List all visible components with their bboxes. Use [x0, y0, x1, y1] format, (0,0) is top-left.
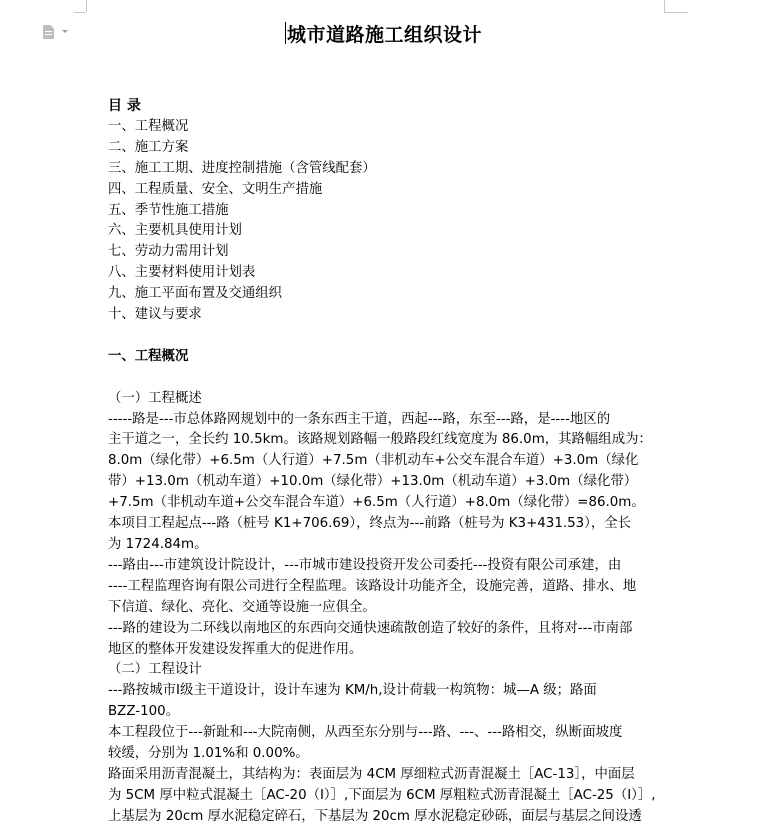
body-line: BZZ-100。	[108, 704, 180, 720]
body-line: 地区的整体开发建设发挥重大的促进作用。	[108, 641, 363, 657]
body-line: 8.0m（绿化带）+6.5m（人行道）+7.5m（非机动车+公交车混合车道）+3.0m（绿化	[108, 453, 639, 469]
toc-item: 十、建议与要求	[108, 307, 202, 323]
body-line: ---路按城市Ⅰ级主干道设计，设计车速为 KM/h,设计荷载一构筑物：城—A 级；路面	[108, 683, 597, 699]
toc-item: 三、施工工期、进度控制措施（含管线配套）	[108, 160, 376, 176]
body-line: -----路是---市总体路网规划中的一条东西主干道，西起---路，东至---路，是----地区的	[108, 411, 611, 427]
document-title: 城市道路施工组织设计	[287, 24, 483, 46]
body-line: ---路由---市建筑设计院设计，---市城市建设投资开发公司委托---投资有限公司承建，由	[108, 557, 622, 573]
subsection-heading: （二）工程设计	[108, 662, 202, 678]
chevron-down-icon[interactable]	[62, 30, 68, 33]
body-line: 较缓，分别为 1.01%和 0.00%。	[108, 746, 309, 762]
body-line: 上基层为 20cm 厚水泥稳定碎石，下基层为 20cm 厚水泥稳定砂砾，面层与基层之间设透	[108, 808, 642, 824]
crop-mark-right-h	[664, 12, 688, 13]
text-cursor	[285, 22, 286, 44]
toc-item: 二、施工方案	[108, 139, 189, 155]
design-paragraphs	[108, 681, 668, 827]
body-line: ----工程监理咨询有限公司进行全程监理。该路设计功能齐全，设施完善，道路、排水、地	[108, 578, 637, 594]
body-line: 本项目工程起点---路（桩号 K1+706.69），终点为---前路（桩号为 K3+431.53），全长	[108, 516, 632, 532]
crop-mark-left	[86, 0, 87, 12]
table-of-contents	[108, 117, 668, 326]
body-line: 路面采用沥青混凝土，其结构为：表面层为 4CM 厚细粒式沥青混凝土［AC-13］，中面层	[108, 766, 635, 782]
body-line: +7.5m（非机动车道+公交车混合车道）+6.5m（人行道）+8.0m（绿化带）=86.0m。	[108, 495, 645, 511]
body-line: 带）+13.0m（机动车道）+10.0m（绿化带）+13.0m（机动车道）+3.0m（绿化带）	[108, 474, 638, 490]
crop-mark-right	[664, 0, 665, 12]
body-line: 本工程段位于---新趾和---大院南侧，从西至东分别与---路、---、---路相交，纵断面坡度	[108, 725, 623, 741]
body-line: 为 1724.84m。	[108, 537, 208, 552]
body-line: 主干道之一，全长约 10.5km。该路规划路幅一般路段红线宽度为 86.0m，其路幅组成为：	[108, 432, 652, 448]
toc-item: 七、劳动力需用计划	[108, 244, 229, 260]
toc-item: 九、施工平面布置及交通组织	[108, 286, 283, 302]
document-body	[108, 96, 668, 828]
toc-item: 一、工程概况	[108, 118, 189, 134]
toc-item: 八、主要材料使用计划表	[108, 265, 256, 281]
body-line: ---路的建设为二环线以南地区的东西向交通快速疏散创造了较好的条件，且将对---市南部	[108, 620, 633, 636]
toc-heading: 目 录	[108, 98, 141, 114]
crop-mark-left-h	[74, 12, 86, 13]
toc-item: 五、季节性施工措施	[108, 202, 229, 218]
toc-item: 四、工程质量、安全、文明生产措施	[108, 181, 323, 197]
overview-paragraphs	[108, 410, 668, 661]
document-icon[interactable]	[43, 25, 54, 39]
toc-item: 六、主要机具使用计划	[108, 223, 242, 239]
subsection-heading: （一）工程概述	[108, 390, 202, 406]
body-line: 为 5CM 厚中粒式混凝土［AC-20（Ⅰ）］,下面层为 6CM 厚粗粒式沥青混凝土［AC-25（Ⅰ）］,	[108, 787, 656, 803]
section-heading: 一、工程概况	[108, 348, 189, 364]
body-line: 下信道、绿化、亮化、交通等设施一应俱全。	[108, 599, 376, 615]
